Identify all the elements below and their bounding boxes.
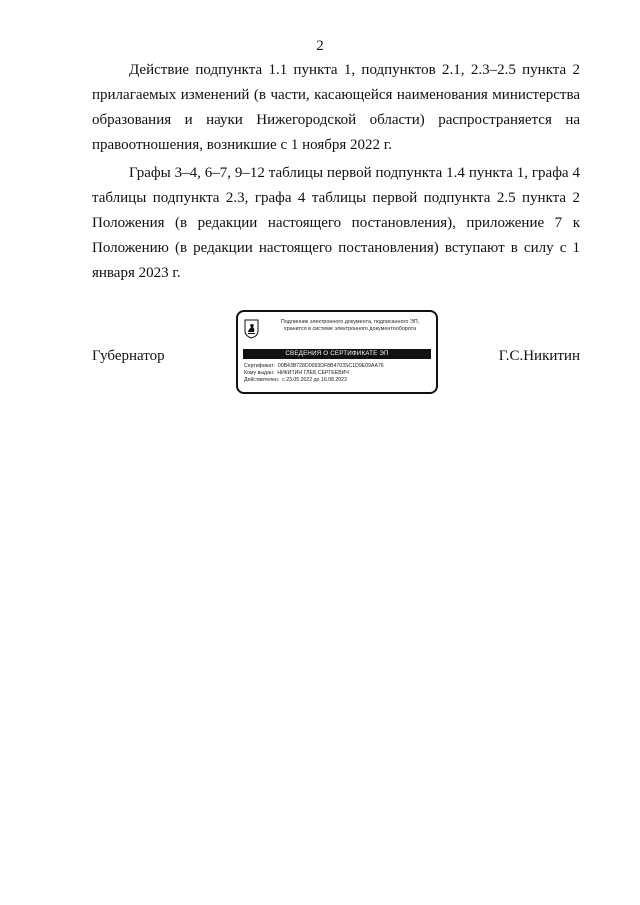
stamp-header-line-2: хранится в системе электронного документооборота: [283, 326, 417, 332]
coat-of-arms-icon: [244, 319, 259, 339]
certificate-value: 00B43B728D0093DF8B4703SC1D9E09AA76: [277, 363, 384, 369]
validity-value: с 23.05.2022 до 16.08.2023: [282, 377, 347, 384]
stamp-title: СВЕДЕНИЯ О СЕРТИФИКАТЕ ЭП: [243, 349, 431, 359]
page-number: 2: [316, 38, 324, 54]
stamp-details: [244, 363, 434, 385]
certificate-label: Сертификат:: [244, 363, 275, 369]
stamp-header-line-1: Подлинник электронного документа, подписанного ЭП,: [280, 319, 420, 325]
owner-label: Кому выдан:: [244, 370, 275, 377]
owner-value: НИКИТИН ГЛЕБ СЕРГЕЕВИЧ: [277, 370, 349, 377]
signatory-position: Губернатор: [92, 348, 165, 364]
e-signature-stamp: [236, 310, 438, 394]
stamp-row-validity: [244, 377, 434, 384]
validity-label: Действителен:: [244, 377, 280, 384]
signatory-name: Г.С.Никитин: [498, 348, 580, 364]
paragraph-2: Графы 3–4, 6–7, 9–12 таблицы первой подпункта 1.4 пункта 1, графа 4 таблицы подпункта 2.3, графа 4 таблицы первой подпункта 2.5 пункта 2 Положения (в редакции настоящего постановления), приложение 7 к Положению (в редакции настоящего постановления) вступают в силу с 1 января 2023 г.: [92, 165, 580, 281]
stamp-header: [264, 319, 436, 333]
paragraph-1: Действие подпункта 1.1 пункта 1, подпунктов 2.1, 2.3–2.5 пункта 2 прилагаемых изменений (в части, касающейся наименования министерства образования и науки Нижегородской области) распространяется на правоотношения, возникшие с 1 ноября 2022 г.: [92, 62, 580, 153]
document-body: [92, 58, 580, 286]
stamp-row-certificate: [244, 363, 434, 370]
